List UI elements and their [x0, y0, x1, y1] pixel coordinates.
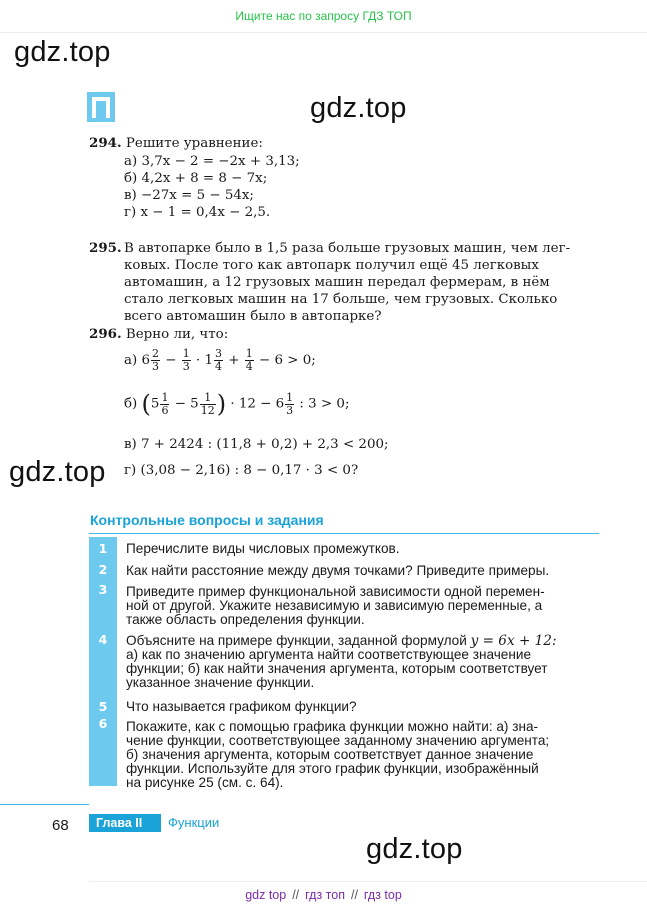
expression-c: в) 7 + 2424 : (11,8 + 0,2) + 2,3 < 200; — [124, 437, 389, 452]
search-banner[interactable]: Ищите нас по запросу ГДЗ ТОП — [235, 9, 412, 23]
expression-b: б) (5 $\frac{1}{6}$ − 5 $\frac{1}{12}$ ) · 12 − 6 $\frac{1}{3}$ : 3 > 0; — [124, 390, 350, 418]
formula: y = 6x + 12: — [470, 633, 557, 649]
problem-line: ковых. После того как автопарк получил ещё 45 легковых — [124, 258, 539, 273]
page-edge — [89, 881, 647, 882]
bottom-link[interactable]: гдз топ — [305, 888, 345, 902]
problem-294 — [89, 135, 263, 152]
problem-number: 296. — [89, 326, 122, 342]
question-6: Покажите, как с помощью графика функции можно найти: а) зна- чение функции, соответствующее заданному значению аргумента; б) значения аргумента, которым соответствует данное значение функции. Используйте для этого график функции, изображённый на рисунке 25 (см. с. 64). — [126, 719, 550, 790]
fraction: $\frac{1}{3}$ — [286, 390, 294, 417]
chapter-badge: Глава II — [89, 814, 161, 832]
question-number: 2 — [98, 562, 108, 577]
bottom-link[interactable]: gdz top — [245, 888, 287, 902]
separator: // — [292, 888, 300, 902]
question-number: 1 — [98, 541, 108, 556]
fraction: $\frac{3}{4}$ — [215, 347, 223, 373]
equation-item: в) −27x = 5 − 54x; — [124, 188, 254, 203]
footer-divider — [0, 804, 89, 805]
question-2: Как найти расстояние между двумя точками? Приведите примеры. — [126, 563, 550, 578]
separator: // — [350, 888, 358, 902]
bottom-links — [0, 888, 647, 902]
bottom-link[interactable]: гдз top — [363, 888, 402, 902]
question-number: 5 — [98, 699, 108, 714]
problem-line: В автопарке было в 1,5 раза больше грузовых машин, чем лег- — [124, 241, 571, 256]
problem-296 — [89, 326, 228, 343]
chapter-name: Функции — [168, 815, 220, 830]
problem-295-text — [124, 240, 601, 325]
watermark: gdz.top — [9, 456, 106, 488]
question-4: Объясните на примере функции, заданной формулой y = 6x + 12: а) как по значению аргумента найти соответствующее значение функции; б) как найти значения аргумента, которым соответствует указанное значение функции. — [126, 633, 557, 690]
page-number: 68 — [52, 817, 69, 834]
question-number: 6 — [98, 716, 108, 731]
equation-item: а) 3,7x − 2 = −2x + 3,13; — [124, 154, 300, 169]
problem-title: Верно ли, что: — [125, 327, 229, 342]
equation-item: г) x − 1 = 0,4x − 2,5. — [124, 205, 271, 220]
question-number: 3 — [98, 582, 108, 597]
problem-number: 294. — [89, 135, 122, 151]
watermark: gdz.top — [14, 36, 111, 68]
problem-294-items — [124, 153, 300, 221]
banner-divider — [0, 32, 647, 33]
section-divider — [89, 533, 599, 534]
problem-number: 295. — [89, 240, 122, 256]
section-title: Контрольные вопросы и задания — [90, 512, 324, 528]
practice-marker-icon — [87, 92, 115, 122]
fraction: $\frac{1}{6}$ — [161, 390, 169, 417]
fraction: $\frac{2}{3}$ — [151, 347, 159, 373]
problem-line: стало легковых машин на 17 больше, чем грузовых. Сколько — [124, 292, 558, 307]
expression-a: а) 6 $\frac{2}{3}$ − $\frac{1}{3}$ · 1 $\frac{3}{4}$ + $\frac{1}{4}$ − 6 > 0; — [124, 347, 316, 373]
problem-line: автомашин, а 12 грузовых машин передал фермерам, в нём — [124, 275, 550, 290]
watermark: gdz.top — [366, 833, 463, 865]
fraction: $\frac{1}{12}$ — [200, 390, 215, 417]
problem-line: всего автомашин было в автопарке? — [124, 309, 382, 324]
problem-title: Решите уравнение: — [125, 136, 263, 151]
question-1: Перечислите виды числовых промежутков. — [126, 541, 400, 556]
fraction: $\frac{1}{3}$ — [182, 347, 190, 373]
watermark: gdz.top — [310, 92, 407, 124]
expression-d: г) (3,08 − 2,16) : 8 − 0,17 · 3 < 0? — [124, 463, 359, 478]
equation-item: б) 4,2x + 8 = 8 − 7x; — [124, 171, 268, 186]
fraction: $\frac{1}{4}$ — [245, 347, 253, 373]
question-3: Приведите пример функциональной зависимости одной перемен- ной от другой. Укажите независимую и зависимую переменные, а также область определения функции. — [126, 584, 545, 627]
question-5: Что называется графиком функции? — [126, 699, 357, 714]
problem-295 — [89, 240, 122, 257]
question-number: 4 — [98, 632, 108, 647]
